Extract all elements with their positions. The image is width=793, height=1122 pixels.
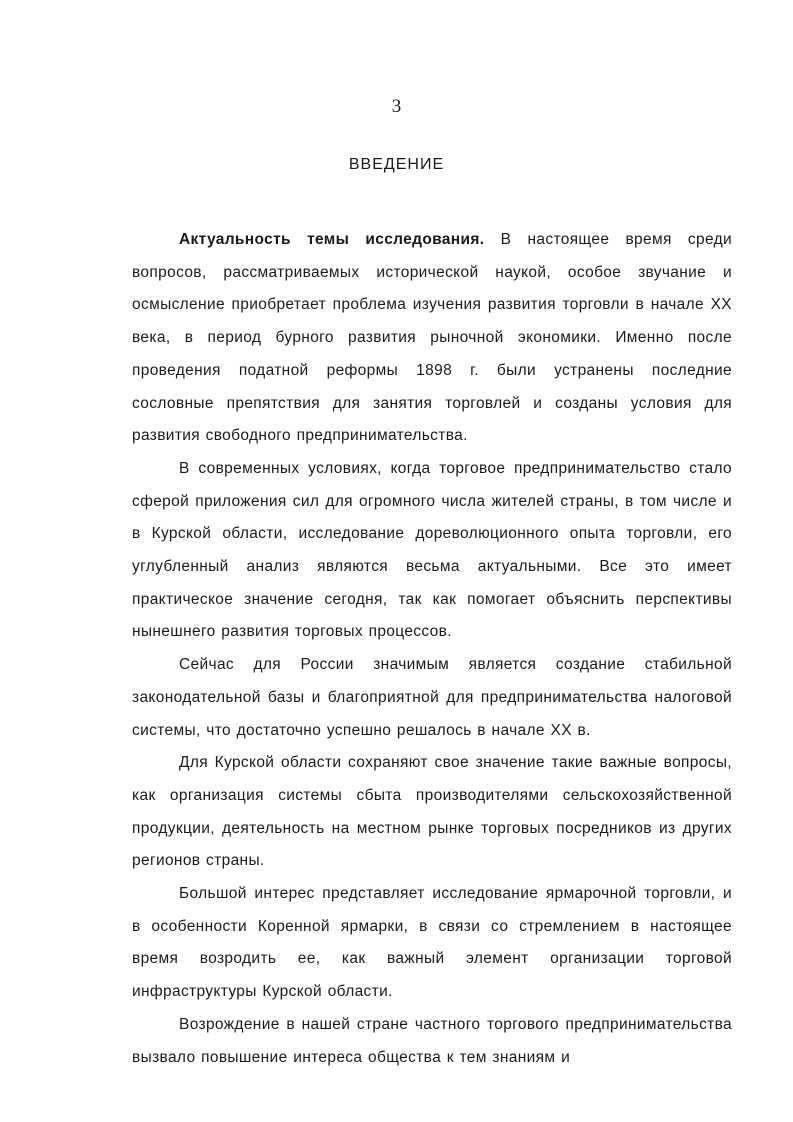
paragraph-modern-conditions: В современных условиях, когда торговое предпринимательство стало сферой приложения сил для огромного числа жителей страны, в том числе и в Курской области, исследование дореволюционного опыта торговли, его углубленный анализ являются весьма актуальными. Все это имеет практическое значение сегодня, так как помогает объяснить перспективы нынешнего развития торговых процессов. [132,459,732,641]
body-text [132,224,732,1074]
section-heading: ВВЕДЕНИЕ [348,156,445,173]
paragraph-revival: Возрождение в нашей стране частного торгового предпринимательства вызвало повышение интереса общества к тем знаниям и [132,1015,732,1066]
paragraph-text: В настоящее время среди вопросов, рассматриваемых исторической наукой, особое звучание и осмысление приобретает проблема изучения развития торговли в начале XX века, в период бурного развития рыночной экономики. Именно после проведения податной реформы 1898 г. были устранены последние сословные препятствия для занятия торговлей и созданы условия для развития свободного предпринимательства. [132,231,733,445]
paragraph-relevance [132,224,732,453]
paragraph-legislation: Сейчас для России значимым является создание стабильной законодательной базы и благоприятной для предпринимательства налоговой системы, что достаточно успешно решалось в начале XX в. [132,656,732,739]
page-number: 3 [391,96,402,117]
paragraph-kursk-region: Для Курской области сохраняют свое значение такие важные вопросы, как организация системы сбыта производителями сельскохозяйственной продукции, деятельность на местном рынке торговых посредников из других регионов страны. [132,754,732,870]
paragraph-lead: Актуальность темы исследования. [179,231,485,248]
paragraph-fair-trade: Большой интерес представляет исследование ярмарочной торговли, и в особенности Коренной ярмарки, в связи со стремлением в настоящее время возродить ее, как важный элемент организации торговой инфраструктуры Курской области. [132,885,732,1001]
